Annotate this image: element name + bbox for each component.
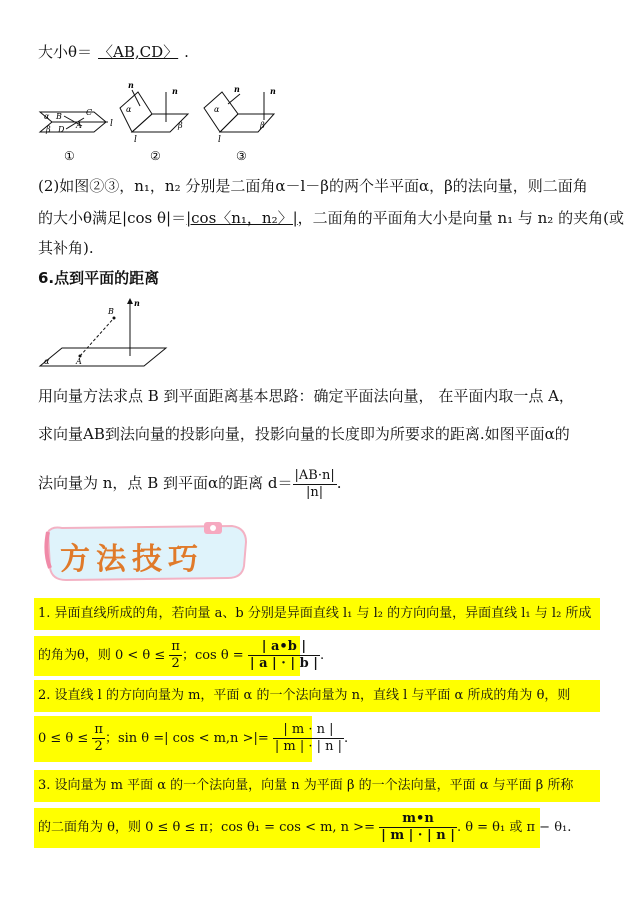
tip1-frac-pi2 — [169, 639, 182, 672]
tip1-frac-pi2-num: π — [171, 639, 180, 654]
tip1-line2 — [38, 638, 324, 674]
para2-line2-answer: |cos〈n₁，n₂〉| — [186, 209, 298, 227]
tip3-line2-b: . θ = θ₁ 或 π − θ₁. — [456, 820, 572, 835]
banner-title: 方法技巧 — [60, 542, 204, 577]
fig1-B: B — [56, 112, 62, 121]
tip1-frac-cos — [248, 639, 320, 672]
figure-2 — [120, 80, 188, 163]
section6-line3-prefix: 法向量为 n，点 B 到平面α的距离 d＝ — [38, 474, 293, 492]
fig3-beta: β — [260, 121, 265, 130]
fig6-A: A — [76, 357, 82, 366]
fig1-caption: ① — [64, 149, 75, 163]
tip1-line1: 1. 异面直线所成的角，若向量 a、b 分别是异面直线 l₁ 与 l₂ 的方向向量，异面直线 l₁ 与 l₂ 所成 — [38, 606, 592, 621]
tip2-line2 — [38, 720, 348, 758]
fig2-n1: n — [128, 80, 134, 90]
section6-line3-suffix: . — [336, 474, 342, 492]
top-line — [38, 42, 189, 62]
fig3-n2: n — [270, 86, 276, 96]
tip3-line1: 3. 设向量为 m 平面 α 的一个法向量，向量 n 为平面 β 的一个法向量，平面 α 与平面 β 所称 — [38, 778, 574, 793]
fig1-l: l — [110, 119, 113, 129]
fig1-C: C — [86, 108, 93, 117]
section6-title: 6.点到平面的距离 — [38, 269, 160, 287]
fig2-beta: β — [178, 121, 183, 130]
tip2-frac-sin-den: | m | · | n | — [274, 739, 343, 754]
fig2-n2: n — [172, 86, 178, 96]
distance-formula-denominator: |n| — [306, 484, 324, 500]
tip1-line2-b: ；cos θ = — [181, 648, 244, 663]
fig2-caption: ② — [150, 149, 161, 163]
figure-1 — [40, 108, 113, 163]
section6-line2: 求向量AB到法向量的投影向量，投影向量的长度即为所要求的距离.如图平面α的 — [38, 425, 570, 443]
dihedral-figures — [36, 74, 296, 166]
fig2-l: l — [134, 135, 137, 145]
fig1-D: D — [58, 125, 65, 134]
fig6-B: B — [108, 307, 114, 316]
tip3-frac-cos — [379, 811, 457, 844]
figure-3 — [204, 84, 276, 163]
section6-line1: 用向量方法求点 B 到平面距离基本思路：确定平面法向量， 在平面内取一点 A， — [38, 387, 574, 405]
tip2-frac-sin — [273, 722, 344, 755]
fig3-n1: n — [234, 84, 240, 94]
tip2-line2-c: . — [344, 731, 349, 746]
tip2-line1: 2. 设直线 l 的方向向量为 m，平面 α 的一个法向量为 n，直线 l 与平面 α 所成的角为 θ，则 — [38, 688, 571, 703]
fig6-n: n — [134, 298, 140, 308]
tip3-line2 — [38, 810, 571, 846]
fig2-alpha: α — [126, 105, 132, 114]
top-line-answer: 〈AB,CD〉 — [98, 43, 179, 61]
fig1-A: A — [76, 121, 82, 130]
fig1-alpha: α — [44, 112, 50, 121]
fig3-alpha: α — [214, 105, 220, 114]
para2-line2 — [38, 208, 624, 228]
tip2-frac-pi2 — [92, 722, 105, 755]
fig3-caption: ③ — [236, 149, 247, 163]
fig6-alpha: α — [44, 357, 50, 366]
tip1-frac-cos-num: | a•b | — [248, 639, 320, 656]
tip3-frac-cos-num: m•n — [379, 811, 457, 828]
para2-line2-a: 的大小θ满足|cos θ|＝ — [38, 209, 187, 227]
tip1-frac-pi2-den: 2 — [171, 656, 180, 671]
point-plane-figure — [36, 296, 176, 376]
fig3-l: l — [218, 135, 221, 145]
section6-line3 — [38, 466, 342, 501]
tip1-line2-a: 的角为θ，则 0 < θ ≤ — [38, 648, 166, 663]
para2-line3: 其补角). — [38, 239, 94, 257]
tip2-frac-pi2-den: 2 — [94, 739, 103, 754]
method-banner — [42, 522, 252, 584]
para2-line1: (2)如图②③，n₁，n₂ 分别是二面角α－l－β的两个半平面α，β的法向量，则二面角 — [38, 177, 588, 195]
top-line-suffix: . — [184, 43, 189, 61]
tip2-frac-pi2-num: π — [94, 722, 103, 737]
tip3-frac-cos-den: | m | · | n | — [381, 828, 455, 843]
tip2-line2-a: 0 ≤ θ ≤ — [38, 731, 89, 746]
tip3-line2-a: 的二面角为 θ，则 0 ≤ θ ≤ π；cos θ₁ = cos < m, n >= — [38, 820, 375, 835]
tip1-line2-c: . — [319, 648, 325, 663]
top-line-prefix: 大小θ＝ — [38, 43, 93, 61]
para2-line2-c: ，二面角的平面角大小是向量 n₁ 与 n₂ 的夹角(或 — [297, 209, 624, 227]
tip2-line2-b: ；sin θ =| cos < m,n >|= — [104, 731, 269, 746]
fig1-beta: β — [46, 125, 51, 134]
distance-formula-numerator: |AB·n| — [294, 467, 335, 483]
distance-formula — [293, 468, 337, 501]
tip2-frac-sin-num: | m · n | — [273, 722, 344, 739]
tip1-frac-cos-den: | a | · | b | — [249, 656, 318, 671]
